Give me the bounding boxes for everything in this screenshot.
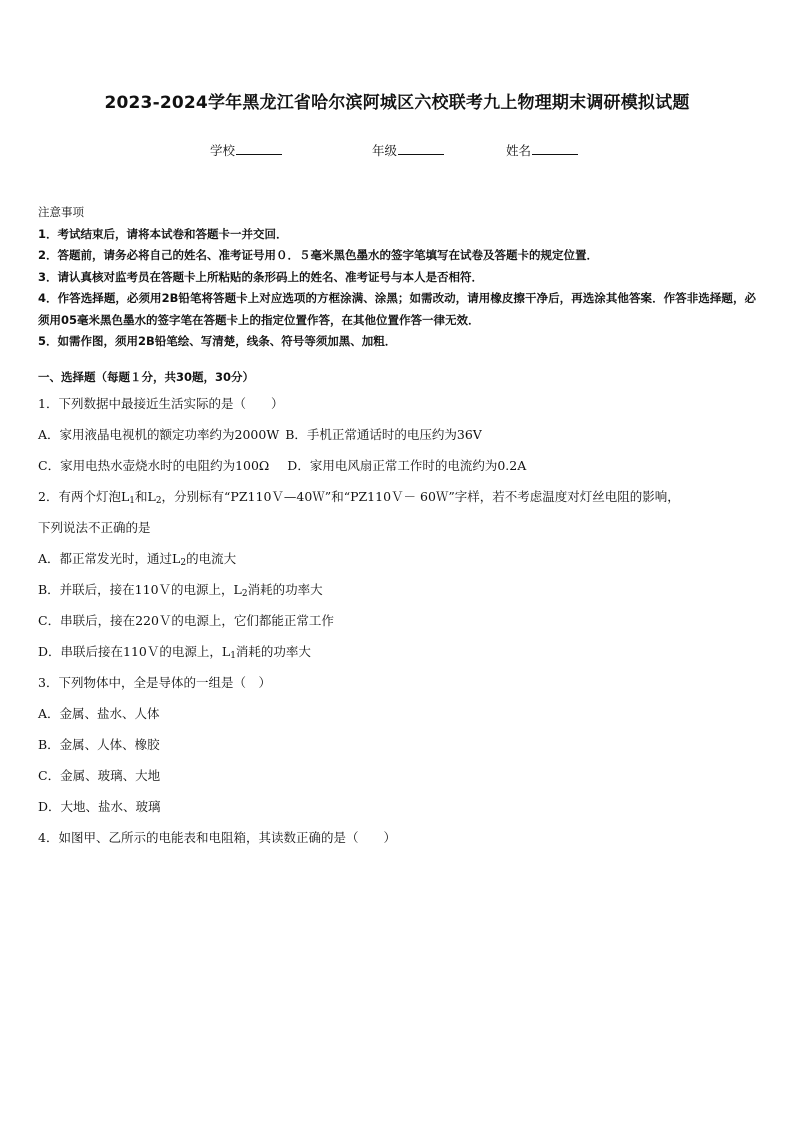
grade-label: 年级 xyxy=(372,143,398,158)
option-text: 消耗的功率大 xyxy=(235,644,311,659)
section-heading: 一、选择题（每题１分，共30题，30分） xyxy=(38,370,255,384)
question-3-stem: 3．下列物体中，全是导体的一组是（ ） xyxy=(38,675,271,690)
question-2-option-c: C．串联后，接在220Ｖ的电源上，它们都能正常工作 xyxy=(38,613,334,628)
option-text: 消耗的功率大 xyxy=(247,582,323,597)
notice-heading: 注意事项 xyxy=(38,205,84,219)
question-2-option-b xyxy=(38,574,758,605)
question-2-option-d xyxy=(38,636,758,667)
notice-item: 4．作答选择题，必须用2B铅笔将答题卡上对应选项的方框涂满、涂黑；如需改动，请用橡皮擦干净后，再选涂其他答案．作答非选择题，必须用05毫米黑色墨水的签字笔在答题卡上的指定位置作答，在其他位置作答一律无效． xyxy=(38,291,756,327)
question-2-stem xyxy=(38,481,758,512)
option-text: D．串联后接在110Ｖ的电源上，L xyxy=(38,644,231,659)
question-3-option-d: D．大地、盐水、玻璃 xyxy=(38,799,161,814)
school-label: 学校 xyxy=(210,143,236,158)
question-4-stem: 4．如图甲、乙所示的电能表和电阻箱，其读数正确的是（ ） xyxy=(38,830,396,845)
grade-blank xyxy=(398,142,444,155)
question-1-option-b: B．手机正常通话时的电压约为36V xyxy=(285,427,482,442)
question-3-option-c: C．金属、玻璃、大地 xyxy=(38,768,161,783)
school-field xyxy=(210,141,282,159)
school-blank xyxy=(236,142,282,155)
notice-item: 1．考试结束后，请将本试卷和答题卡一并交回． xyxy=(38,226,288,241)
page-title: 2023-2024学年黑龙江省哈尔滨阿城区六校联考九上物理期末调研模拟试题 xyxy=(104,93,690,113)
question-3-option-a: A．金属、盐水、人体 xyxy=(38,706,160,721)
notice-item: 2．答题前，请务必将自己的姓名、准考证号用０．５毫米黑色墨水的签字笔填写在试卷及答题卡的规定位置． xyxy=(38,248,598,262)
question-2-stem-text: 2．有两个灯泡L xyxy=(38,489,130,504)
option-text: A．都正常发光时，通过L xyxy=(38,551,181,566)
name-field xyxy=(506,141,578,159)
question-3-option-b: B．金属、人体、橡胶 xyxy=(38,737,160,752)
notice-section xyxy=(38,202,756,353)
question-1-stem: 1．下列数据中最接近生活实际的是（ ） xyxy=(38,396,284,411)
name-label: 姓名 xyxy=(506,143,532,158)
question-1-options-row-1 xyxy=(38,419,758,450)
notice-item: 3．请认真核对监考员在答题卡上所粘贴的条形码上的姓名、准考证号与本人是否相符． xyxy=(38,269,483,284)
questions-section xyxy=(38,366,758,853)
subscript: 2 xyxy=(241,589,248,599)
option-text: B．并联后，接在110Ｖ的电源上，L xyxy=(38,582,242,597)
question-2-stem-line-2: 下列说法不正确的是 xyxy=(38,520,151,535)
option-text: 的电流大 xyxy=(186,551,237,566)
question-1-option-a: A．家用液晶电视机的额定功率约为2000W xyxy=(38,427,280,442)
question-1-option-c: C．家用电热水壶烧水时的电阻约为100Ω xyxy=(38,458,270,473)
subscript: 2 xyxy=(180,558,187,568)
question-2-option-a xyxy=(38,543,758,574)
grade-field xyxy=(372,141,444,159)
question-1-option-d: D．家用电风扇正常工作时的电流约为0.2A xyxy=(287,458,527,473)
name-blank xyxy=(532,142,578,155)
subscript: 1 xyxy=(129,496,135,506)
question-2-stem-text: ，分别标有“PZ110Ｖ—40Ｗ”和“PZ110Ｖ－ 60Ｗ”字样，若不考虑温度对灯丝电阻的影响， xyxy=(161,489,680,504)
subscript: 2 xyxy=(155,496,162,506)
question-2-stem-text: 和L xyxy=(135,489,156,504)
notice-item: 5．如需作图，须用2B铅笔绘、写清楚，线条、符号等须加黑、加粗． xyxy=(38,334,397,348)
subscript: 1 xyxy=(230,651,236,661)
question-1-options-row-2 xyxy=(38,450,758,481)
